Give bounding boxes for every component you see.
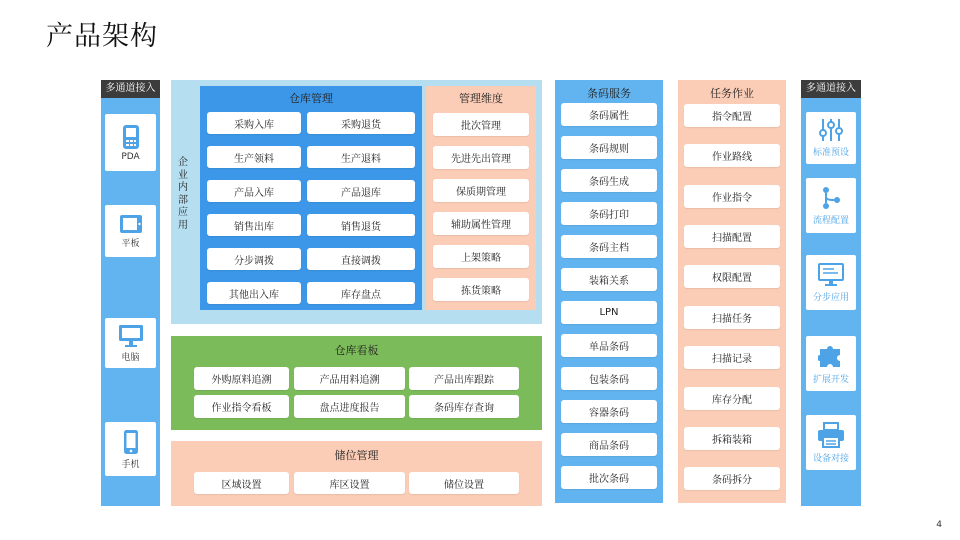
md-item[interactable]: 拣货策略 [433, 278, 529, 301]
tw-item[interactable]: 作业路线 [684, 144, 780, 167]
right-channel-header: 多通道接入 [801, 80, 861, 98]
tw-item[interactable]: 库存分配 [684, 387, 780, 410]
bs-item[interactable]: 条码打印 [561, 202, 657, 225]
wb-item[interactable]: 作业指令看板 [194, 395, 289, 418]
bs-item[interactable]: 包装条码 [561, 367, 657, 390]
phone-icon [123, 429, 139, 455]
wb-item[interactable]: 外购原料追溯 [194, 367, 289, 390]
bs-item[interactable]: 容器条码 [561, 400, 657, 423]
md-item[interactable]: 上架策略 [433, 245, 529, 268]
md-item[interactable]: 批次管理 [433, 113, 529, 136]
tool-ext-dev[interactable] [806, 336, 856, 391]
wb-item[interactable]: 产品用料追溯 [294, 367, 405, 390]
printer-icon [817, 422, 845, 448]
tool-flow-config[interactable] [806, 178, 856, 233]
enterprise-char: 企 [178, 157, 188, 168]
wm-item[interactable]: 其他出入库 [207, 282, 301, 304]
flow-icon [820, 186, 842, 210]
desktop-app-icon [818, 263, 844, 287]
wm-item[interactable]: 产品入库 [207, 180, 301, 202]
wb-item[interactable]: 盘点进度报告 [294, 395, 405, 418]
tool-standard-preset[interactable] [806, 112, 856, 164]
bs-item[interactable]: 批次条码 [561, 466, 657, 489]
bs-item[interactable]: 单品条码 [561, 334, 657, 357]
device-pda[interactable] [105, 114, 156, 171]
wm-item[interactable]: 产品退库 [307, 180, 415, 202]
tool-step-app[interactable] [806, 255, 856, 310]
barcode-service-title: 条码服务 [587, 87, 631, 100]
page-title: 产品架构 [46, 21, 158, 52]
device-computer[interactable] [105, 318, 156, 368]
enterprise-char: 应 [178, 207, 188, 218]
bs-item[interactable]: LPN [561, 301, 657, 324]
enterprise-char: 业 [178, 169, 188, 181]
puzzle-icon [818, 343, 844, 369]
pda-icon [121, 124, 141, 150]
wm-item[interactable]: 销售退货 [307, 214, 415, 236]
device-label-pda: PDA [121, 151, 140, 162]
lm-item[interactable]: 区域设置 [194, 472, 289, 494]
md-item[interactable]: 保质期管理 [433, 179, 529, 202]
device-tablet[interactable] [105, 205, 156, 257]
enterprise-char: 内 [178, 182, 188, 193]
bs-item[interactable]: 条码生成 [561, 169, 657, 192]
sliders-icon [818, 118, 844, 142]
enterprise-app-label [177, 157, 189, 232]
wm-item[interactable]: 生产退料 [307, 146, 415, 168]
wm-item[interactable]: 销售出库 [207, 214, 301, 236]
enterprise-char: 用 [178, 219, 188, 231]
mgmt-dimension-title: 管理维度 [459, 92, 503, 105]
tw-item[interactable]: 扫描记录 [684, 346, 780, 369]
wm-item[interactable]: 采购退货 [307, 112, 415, 134]
device-label-tablet: 平板 [121, 238, 140, 249]
md-item[interactable]: 辅助属性管理 [433, 212, 529, 235]
tool-label: 标准预设 [812, 148, 849, 158]
bs-item[interactable]: 商品条码 [561, 433, 657, 456]
bs-item[interactable]: 装箱关系 [561, 268, 657, 291]
tw-item[interactable]: 扫描配置 [684, 225, 780, 248]
bs-item[interactable]: 条码规则 [561, 136, 657, 159]
location-mgmt-title: 储位管理 [334, 449, 379, 462]
wb-item[interactable]: 产品出库跟踪 [409, 367, 519, 390]
bs-item[interactable]: 条码属性 [561, 103, 657, 126]
task-work-title: 任务作业 [710, 87, 754, 100]
tw-item[interactable]: 权限配置 [684, 265, 780, 288]
tool-device-integration[interactable] [806, 415, 856, 470]
device-label-computer: 电脑 [121, 352, 140, 363]
warehouse-mgmt-title: 仓库管理 [289, 92, 333, 105]
tw-item[interactable]: 作业指令 [684, 185, 780, 208]
wm-item[interactable]: 库存盘点 [307, 282, 415, 304]
wm-item[interactable]: 分步调拨 [207, 248, 301, 270]
wm-item[interactable]: 生产领料 [207, 146, 301, 168]
wb-item[interactable]: 条码库存查询 [409, 395, 519, 418]
tw-item[interactable]: 拆箱装箱 [684, 427, 780, 450]
lm-item[interactable]: 储位设置 [409, 472, 519, 494]
tw-item[interactable]: 指令配置 [684, 104, 780, 127]
tool-label: 设备对接 [812, 453, 849, 464]
lm-item[interactable]: 库区设置 [294, 472, 405, 494]
tool-label: 流程配置 [812, 215, 849, 226]
warehouse-board-title: 仓库看板 [334, 344, 379, 357]
wm-item[interactable]: 直接调拨 [307, 248, 415, 270]
tool-label: 扩展开发 [812, 374, 849, 385]
tw-item[interactable]: 扫描任务 [684, 306, 780, 329]
tablet-icon [119, 214, 143, 234]
md-item[interactable]: 先进先出管理 [433, 146, 529, 169]
bs-item[interactable]: 条码主档 [561, 235, 657, 258]
enterprise-char: 部 [178, 194, 188, 206]
left-channel-panel [101, 80, 160, 506]
tw-item[interactable]: 条码拆分 [684, 467, 780, 490]
tool-label: 分步应用 [812, 292, 849, 303]
right-channel-panel [801, 80, 861, 506]
wm-item[interactable]: 采购入库 [207, 112, 301, 134]
page-number: 4 [936, 520, 942, 530]
left-channel-header: 多通道接入 [101, 80, 160, 98]
device-label-phone: 手机 [121, 459, 140, 470]
monitor-icon [118, 324, 144, 348]
device-phone[interactable] [105, 422, 156, 476]
